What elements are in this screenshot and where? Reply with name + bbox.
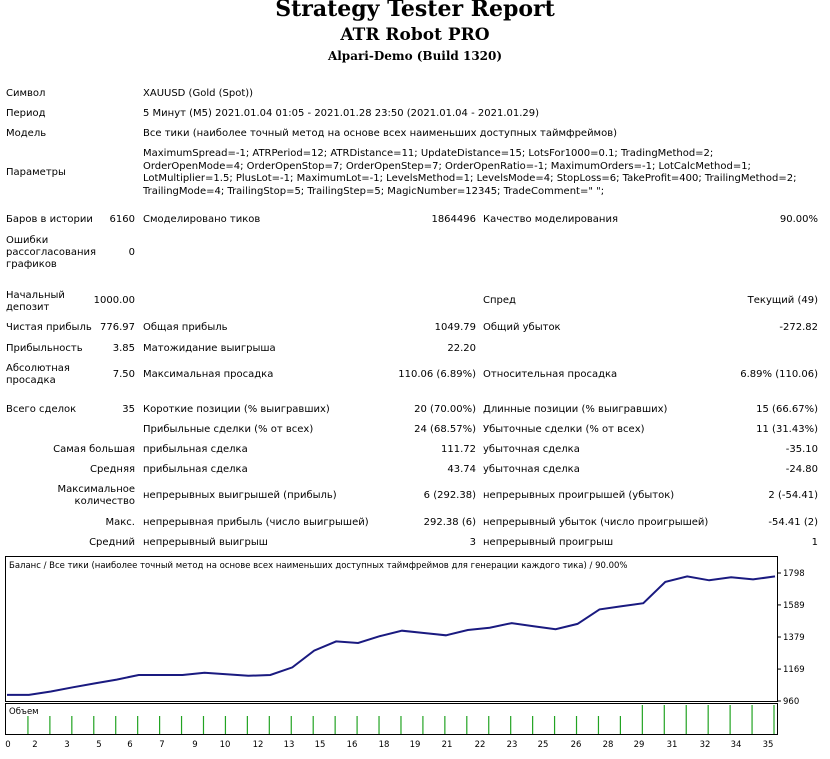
- grossprofit-value: 1049.79: [434, 322, 476, 333]
- balance-chart: [0, 556, 830, 759]
- x-axis-ticks: [5, 740, 773, 750]
- x-tick-label: 15: [314, 740, 326, 750]
- loss-trades-label: Убыточные сделки (% от всех): [483, 424, 645, 435]
- x-tick-label: 13: [283, 740, 295, 750]
- avg-label: Средний: [89, 537, 135, 548]
- short-label: Короткие позиции (% выигравших): [143, 404, 330, 415]
- maxcount-label: Максимальное количество: [57, 484, 135, 507]
- deposit-label: Начальный депозит: [6, 290, 65, 313]
- errors-value: 0: [128, 247, 135, 258]
- max-label: Макс.: [105, 517, 135, 528]
- expected-label: Матожидание выигрыша: [143, 343, 276, 354]
- total-label: Всего сделок: [6, 404, 77, 415]
- spread-label: Спред: [483, 295, 516, 306]
- absdd-label: Абсолютная просадка: [6, 363, 70, 386]
- y-tick-label: 1169: [783, 665, 805, 676]
- x-tick-label: 34: [730, 740, 742, 750]
- y-tick-label: 1379: [783, 633, 805, 643]
- maxprofit-label: непрерывная прибыль (число выигрышей): [143, 517, 369, 528]
- x-tick-label: 22: [474, 740, 486, 750]
- largest-loss-value: -35.10: [785, 444, 818, 455]
- x-tick-label: 9: [192, 740, 198, 750]
- profit-trades-value: 24 (68.57%): [414, 424, 476, 435]
- bars-value: 6160: [109, 214, 135, 225]
- period-value: 5 Минут (M5) 2021.01.04 01:05 - 2021.01.28 23:50 (2021.01.04 - 2021.01.29): [143, 108, 540, 119]
- period-label: Период: [6, 108, 46, 119]
- x-tick-label: 26: [570, 740, 582, 750]
- avg-losses-label: непрерывный проигрыш: [483, 537, 614, 548]
- average-loss-label: убыточная сделка: [483, 464, 580, 475]
- quality-label: Качество моделирования: [483, 214, 618, 225]
- x-tick-label: 25: [537, 740, 549, 750]
- deposit-value: 1000.00: [93, 295, 135, 306]
- params-value: MaximumSpread=-1; ATRPeriod=12; ATRDistance=11; UpdateDistance=15; LotsFor1000=0.1; TradingMethod=2; OrderOpenMode=4; OrderOpenStop=7; OrderOpenStep=7; OrderOpenRatio=-1; MaximumOrders=-1; LotCalcMethod=1; LotMultiplier=1.5; PlusLot=-1; MaximumLot=-1; LevelsMethod=1; LevelsMode=4; StopLoss=6; TakeProfit=400; TrailingMethod=2; TrailingMode=4; TrailingStop=5; TrailingStep=5; MagicNumber=12345; TradeComment=" ";: [143, 148, 797, 197]
- y-tick-label: 1589: [783, 600, 805, 611]
- maxcons-wins-label: непрерывных выигрышей (прибыль): [143, 490, 337, 501]
- volume-frame: [6, 704, 778, 735]
- symbol-label: Символ: [6, 88, 46, 99]
- x-tick-label: 10: [219, 740, 231, 750]
- avg-wins-value: 3: [469, 537, 476, 548]
- netprofit-label: Чистая прибыль: [6, 322, 92, 333]
- grossloss-value: -272.82: [779, 322, 818, 333]
- average-loss-value: -24.80: [785, 464, 818, 475]
- x-tick-label: 0: [5, 740, 11, 750]
- grossprofit-label: Общая прибыль: [143, 322, 228, 333]
- x-tick-label: 2: [32, 740, 38, 750]
- server-build: Alpari-Demo (Build 1320): [327, 49, 503, 63]
- x-tick-label: 23: [506, 740, 518, 750]
- x-tick-label: 3: [64, 740, 70, 750]
- x-tick-label: 16: [346, 740, 358, 750]
- largest-label: Самая большая: [53, 444, 135, 455]
- maxdd-label: Максимальная просадка: [143, 369, 274, 380]
- maxprofit-value: 292.38 (6): [423, 517, 476, 528]
- grossloss-label: Общий убыток: [483, 322, 561, 333]
- model-label: Модель: [6, 128, 47, 139]
- x-tick-label: 18: [378, 740, 390, 750]
- y-tick-label: 960: [783, 697, 800, 707]
- x-tick-label: 35: [762, 740, 774, 750]
- total-value: 35: [122, 404, 135, 415]
- pf-label: Прибыльность: [6, 343, 83, 354]
- maxcons-losses-value: 2 (-54.41): [768, 490, 818, 501]
- y-tick-label: 1798: [783, 569, 805, 579]
- largest-profit-label: прибыльная сделка: [143, 444, 248, 455]
- volume-label: Объем: [9, 707, 39, 717]
- x-tick-label: 29: [633, 740, 645, 750]
- errors-label: Ошибки рассогласования графиков: [6, 235, 97, 270]
- balance-chart-frame: [6, 557, 778, 702]
- y-axis-ticks: [778, 569, 805, 707]
- model-value: Все тики (наиболее точный метод на основе всех наименьших доступных таймфреймов): [143, 128, 618, 139]
- pf-value: 3.85: [112, 343, 135, 354]
- x-tick-label: 21: [441, 740, 453, 750]
- bars-label: Баров в истории: [6, 214, 93, 225]
- maxcons-wins-value: 6 (292.38): [423, 490, 476, 501]
- robot-name: ATR Robot PRO: [340, 25, 490, 45]
- maxcons-losses-label: непрерывных проигрышей (убыток): [483, 490, 675, 501]
- expected-value: 22.20: [447, 343, 476, 354]
- average-label: Средняя: [90, 464, 135, 475]
- ticks-value: 1864496: [431, 214, 476, 225]
- ticks-label: Смоделировано тиков: [143, 214, 261, 225]
- quality-value: 90.00%: [779, 214, 818, 225]
- avg-losses-value: 1: [811, 537, 818, 548]
- maxloss-value: -54.41 (2): [768, 517, 818, 528]
- profit-trades-label: Прибыльные сделки (% от всех): [143, 424, 314, 435]
- largest-profit-value: 111.72: [441, 444, 476, 455]
- long-value: 15 (66.67%): [756, 404, 818, 415]
- avg-wins-label: непрерывный выигрыш: [143, 537, 268, 548]
- params-label: Параметры: [6, 167, 66, 178]
- maxdd-value: 110.06 (6.89%): [398, 369, 476, 380]
- average-profit-value: 43.74: [447, 464, 476, 475]
- loss-trades-value: 11 (31.43%): [756, 424, 818, 435]
- x-tick-label: 28: [602, 740, 614, 750]
- x-tick-label: 19: [409, 740, 421, 750]
- spread-value: Текущий (49): [747, 295, 818, 306]
- report-title: Strategy Tester Report: [275, 0, 555, 22]
- x-tick-label: 5: [96, 740, 102, 750]
- x-tick-label: 32: [699, 740, 711, 750]
- reldd-label: Относительная просадка: [483, 369, 618, 380]
- netprofit-value: 776.97: [100, 322, 135, 333]
- x-tick-label: 7: [159, 740, 165, 750]
- x-tick-label: 31: [666, 740, 678, 750]
- average-profit-label: прибыльная сделка: [143, 464, 248, 475]
- largest-loss-label: убыточная сделка: [483, 444, 580, 455]
- x-tick-label: 12: [252, 740, 264, 750]
- symbol-value: XAUUSD (Gold (Spot)): [143, 88, 254, 99]
- short-value: 20 (70.00%): [414, 404, 476, 415]
- reldd-value: 6.89% (110.06): [740, 369, 818, 380]
- x-tick-label: 6: [127, 740, 133, 750]
- chart-title: Баланс / Все тики (наиболее точный метод на основе всех наименьших доступных таймфреймов для генерации каждого тика) / 90.00%: [9, 561, 628, 571]
- long-label: Длинные позиции (% выигравших): [483, 404, 668, 415]
- absdd-value: 7.50: [112, 369, 135, 380]
- maxloss-label: непрерывный убыток (число проигрышей): [483, 517, 709, 528]
